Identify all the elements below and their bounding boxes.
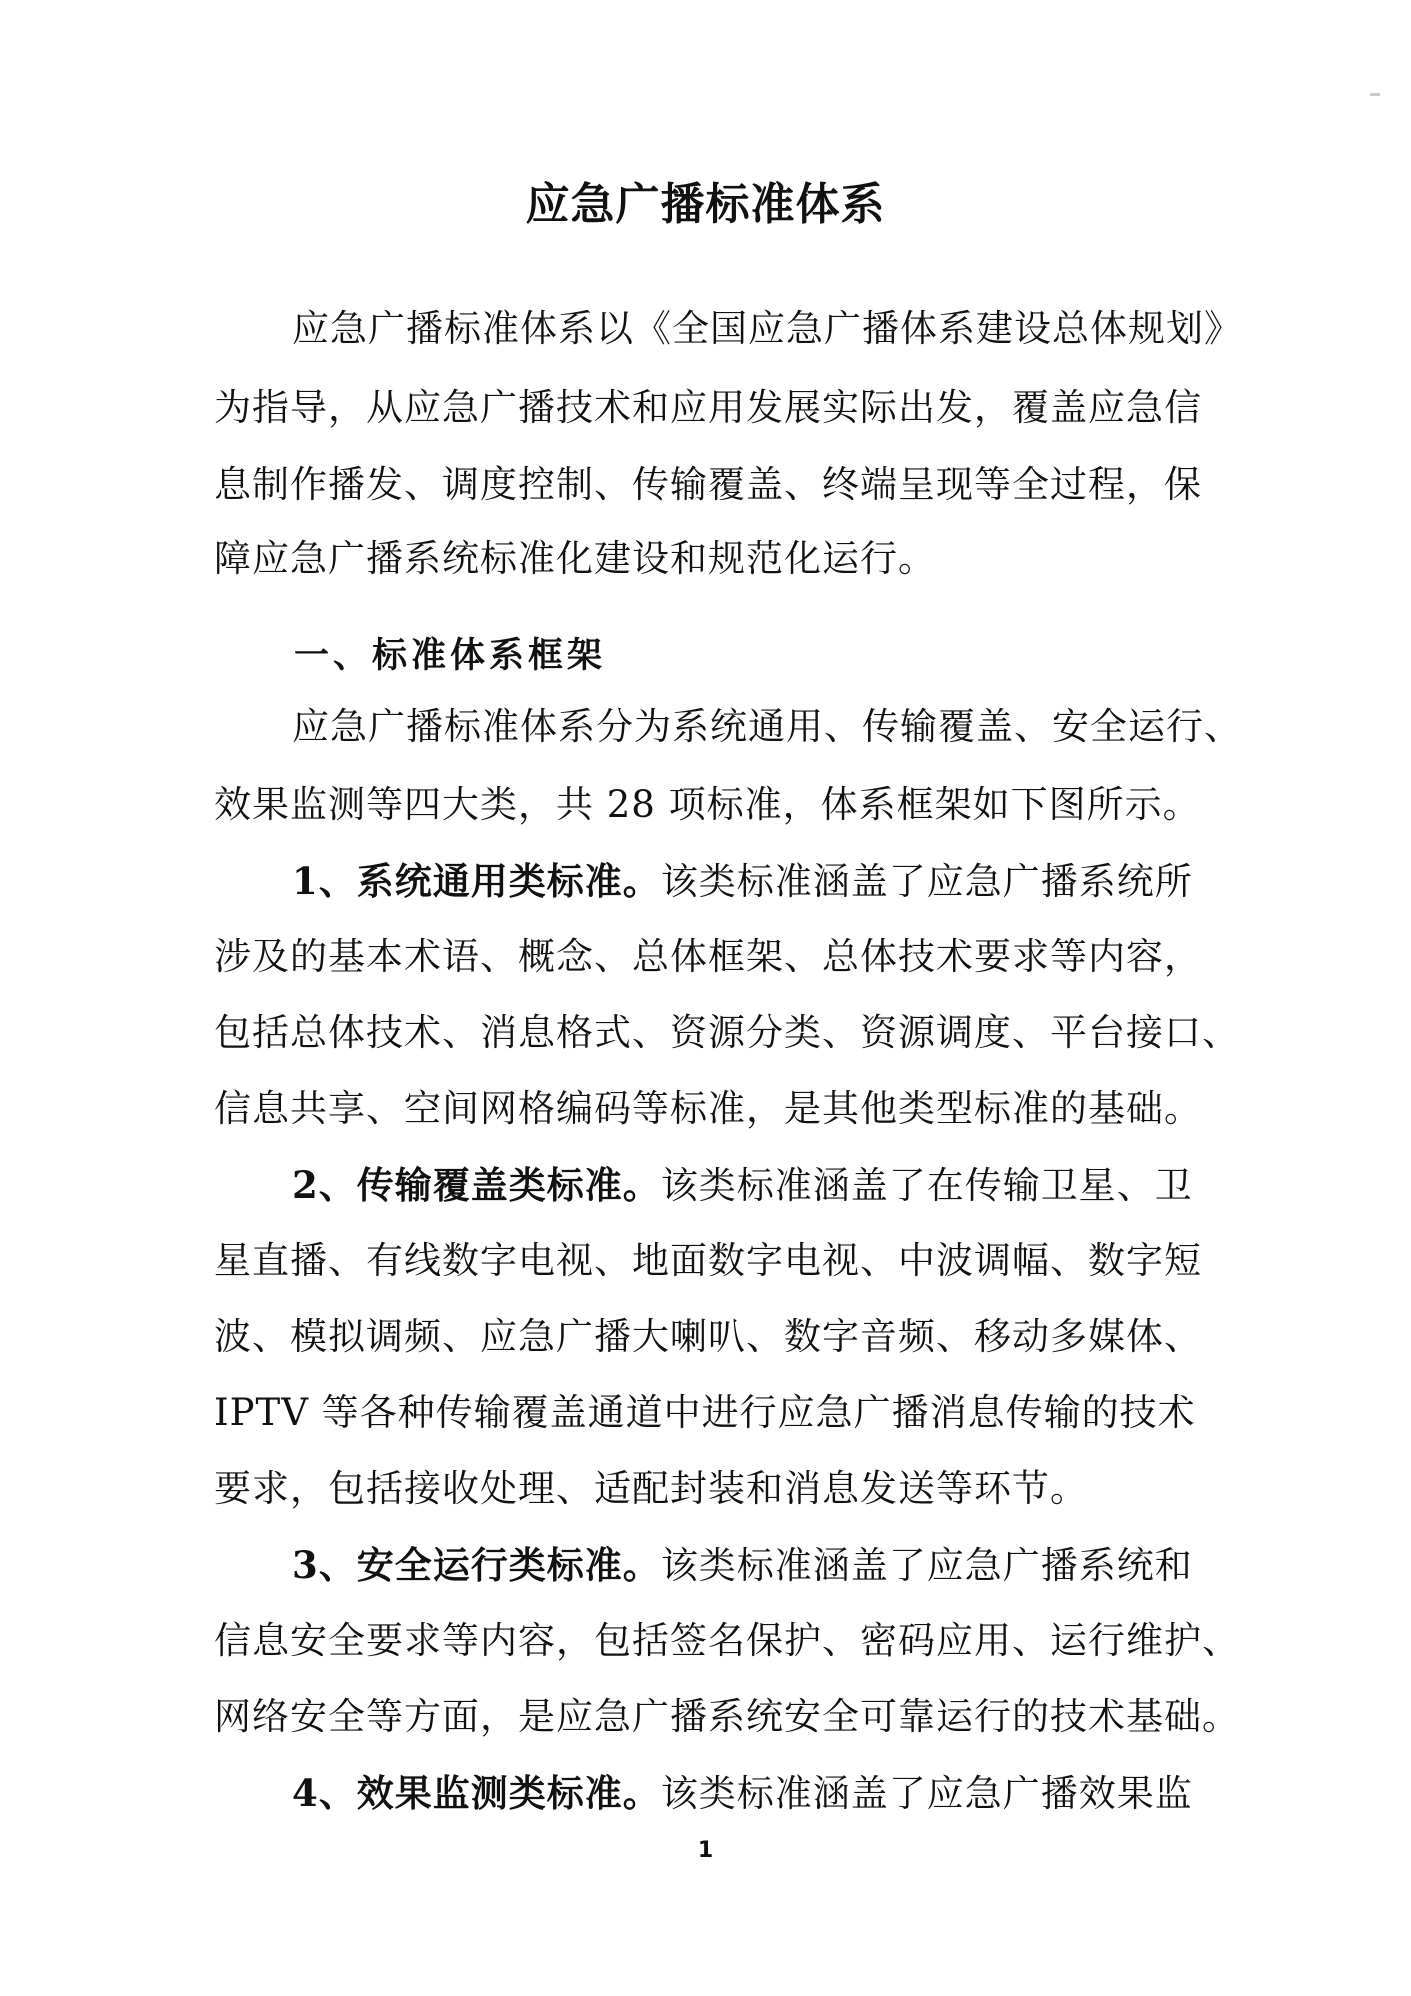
item-1-line-2: 涉及的基本术语、概念、总体框架、总体技术要求等内容，	[214, 935, 1202, 978]
intro-line-4: 障应急广播系统标准化建设和规范化运行。	[214, 537, 936, 580]
item-1-first-line-text: 该类标准涵盖了应急广播系统所	[660, 860, 1193, 903]
item-4-lead: 4、效果监测类标准。	[292, 1771, 661, 1815]
item-3-line-3: 网络安全等方面，是应急广播系统安全可靠运行的技术基础。	[214, 1695, 1240, 1738]
framework-line-1: 应急广播标准体系分为系统通用、传输覆盖、安全运行、	[292, 705, 1242, 748]
item-2-lead: 2、传输覆盖类标准。	[292, 1163, 661, 1207]
item-1-first-line	[292, 859, 1193, 904]
item-2-line-5: 要求，包括接收处理、适配封装和消息发送等环节。	[214, 1467, 1088, 1510]
item-3-line-2: 信息安全要求等内容，包括签名保护、密码应用、运行维护、	[214, 1619, 1240, 1662]
item-3-lead: 3、安全运行类标准。	[292, 1543, 661, 1587]
document-title: 应急广播标准体系	[525, 179, 886, 230]
item-3-first-line-text: 该类标准涵盖了应急广播系统和	[660, 1544, 1193, 1587]
item-1-lead: 1、系统通用类标准。	[292, 859, 661, 903]
item-4-first-line	[292, 1771, 1193, 1816]
intro-line-3: 息制作播发、调度控制、传输覆盖、终端呈现等全过程，保	[214, 463, 1202, 506]
item-4-first-line-text: 该类标准涵盖了应急广播效果监	[660, 1772, 1193, 1815]
item-2-first-line-text: 该类标准涵盖了在传输卫星、卫	[660, 1164, 1193, 1207]
item-2-line-4: IPTV 等各种传输覆盖通道中进行应急广播消息传输的技术	[214, 1391, 1196, 1434]
item-1-line-4: 信息共享、空间网格编码等标准，是其他类型标准的基础。	[214, 1087, 1202, 1130]
item-3-first-line	[292, 1543, 1193, 1588]
section-heading-framework: 一、标准体系框架	[294, 635, 607, 676]
item-2-first-line	[292, 1163, 1193, 1208]
item-1-line-3: 包括总体技术、消息格式、资源分类、资源调度、平台接口、	[214, 1011, 1240, 1054]
intro-line-2: 为指导，从应急广播技术和应用发展实际出发，覆盖应急信	[214, 386, 1202, 429]
item-2-line-3: 波、模拟调频、应急广播大喇叭、数字音频、移动多媒体、	[214, 1315, 1202, 1358]
framework-line-2: 效果监测等四大类，共 28 项标准，体系框架如下图所示。	[214, 783, 1201, 826]
item-2-line-2: 星直播、有线数字电视、地面数字电视、中波调幅、数字短	[214, 1239, 1202, 1282]
page-number: 1	[697, 1838, 714, 1863]
scan-speck	[1370, 93, 1380, 96]
intro-line-1: 应急广播标准体系以《全国应急广播体系建设总体规划》	[292, 307, 1242, 350]
